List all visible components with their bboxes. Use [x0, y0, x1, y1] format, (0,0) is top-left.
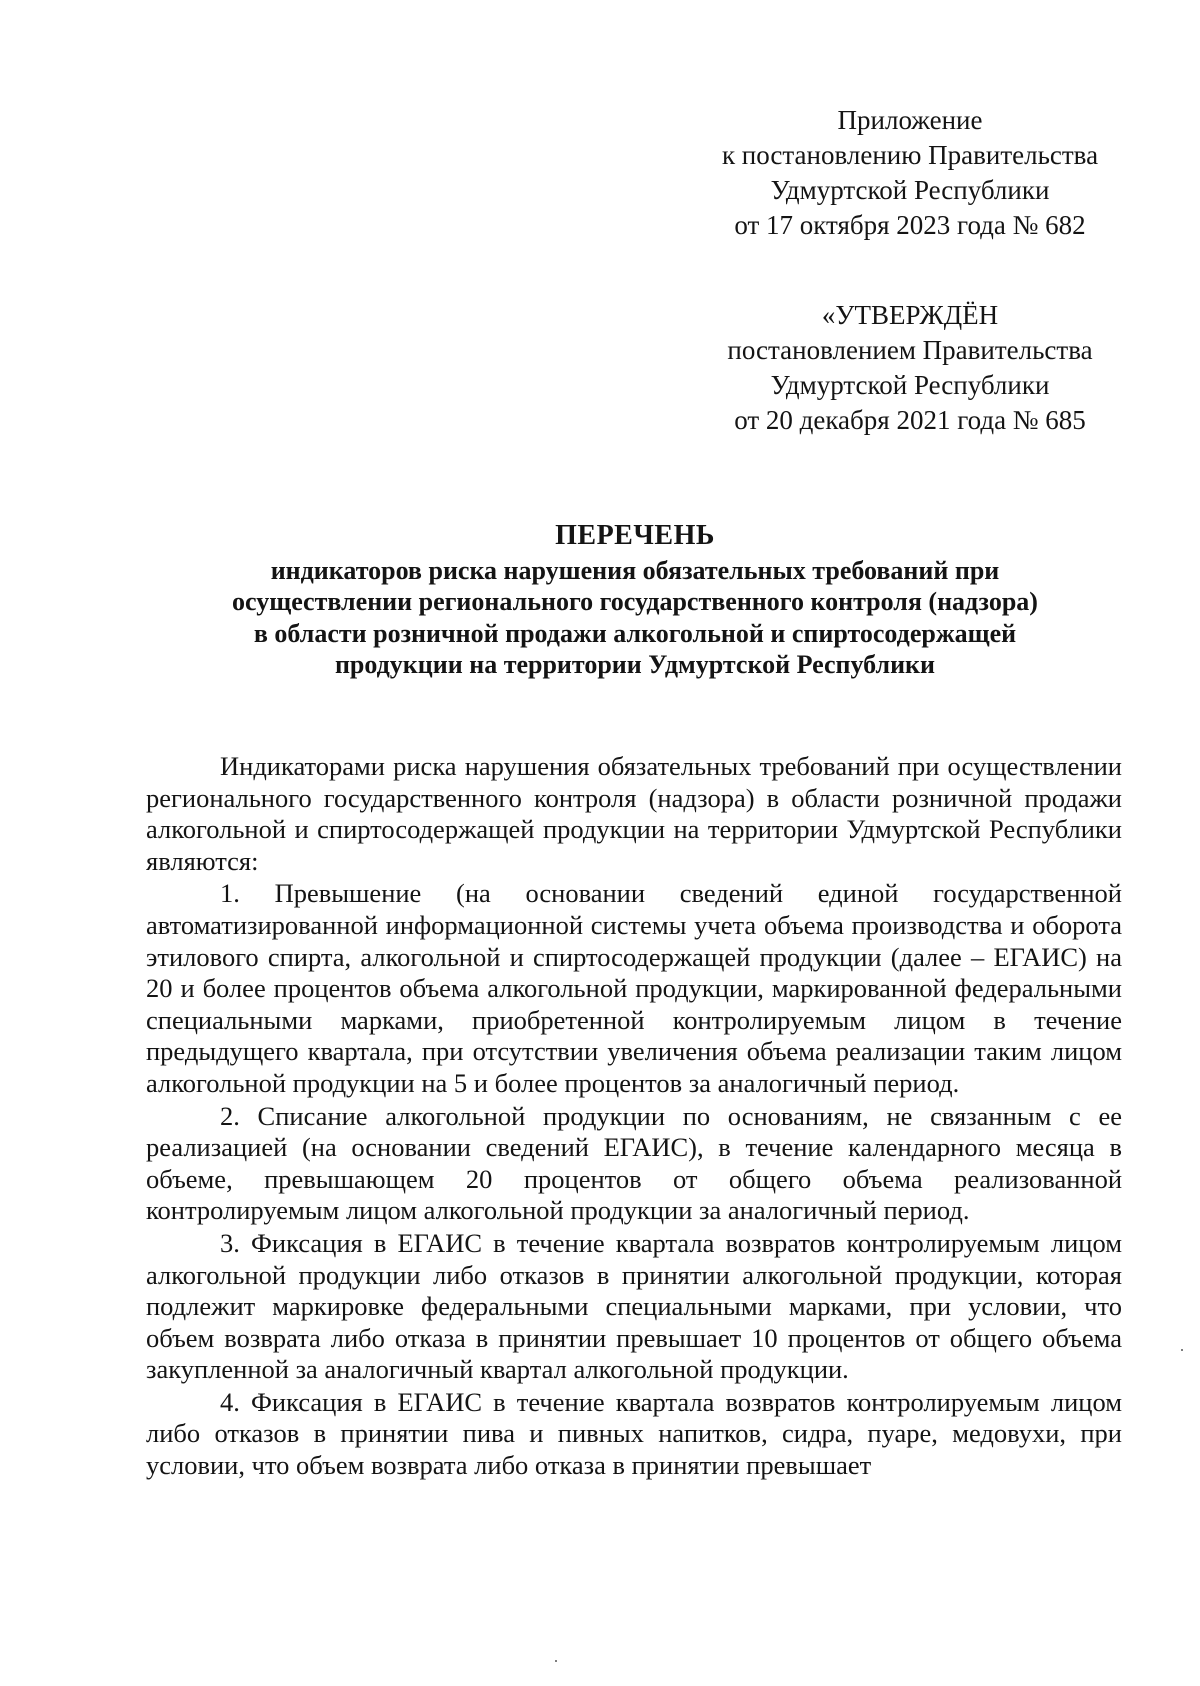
appendix-header: [700, 103, 1120, 243]
approval-line: «УТВЕРЖДЁН: [821, 300, 999, 330]
title-line: в области розничной продажи алкогольной и спиртосодержащей: [253, 618, 1017, 648]
appendix-line: от 17 октября 2023 года № 682: [734, 210, 1086, 240]
list-item: 4. Фиксация в ЕГАИС в течение квартала возвратов контролируемым лицом либо отказов в принятии пива и пивных напитков, сидра, пуаре, медовухи, при условии, что объем возврата либо отказа в принятии превышает: [146, 1386, 1122, 1481]
list-item: 3. Фиксация в ЕГАИС в течение квартала возвратов контролируемым лицом алкогольной продукции либо отказов в принятии алкогольной продукции, которая подлежит маркировке федеральными специальными марками, при условии, что объем возврата либо отказа в принятии превышает 10 процентов от общего объема закупленной за аналогичный квартал алкогольной продукции.: [146, 1227, 1122, 1385]
title-line: осуществлении регионального государственного контроля (надзора): [232, 587, 1038, 616]
list-item: 1. Превышение (на основании сведений единой государственной автоматизированной информационной системы учета объема производства и оборота этилового спирта, алкогольной и спиртосодержащей продукции (далее – ЕГАИС) на 20 и более процентов объема алкогольной продукции, маркированной федеральными специальными марками, приобретенной контролируемым лицом в течение предыдущего квартала, при отсутствии увеличения объема реализации таким лицом алкогольной продукции на 5 и более процентов за аналогичный период.: [146, 878, 1122, 1098]
approval-line: от 20 декабря 2021 года № 685: [734, 405, 1086, 435]
approval-stamp: [700, 298, 1120, 438]
title-line: продукции на территории Удмуртской Республики: [334, 650, 936, 679]
title-main: ПЕРЕЧЕНЬ: [555, 520, 715, 551]
appendix-line: Удмуртской Республики: [770, 175, 1050, 205]
appendix-line: к постановлению Правительства: [721, 140, 1099, 170]
title-line: индикаторов риска нарушения обязательных требований при: [270, 555, 1000, 585]
approval-line: Удмуртской Республики: [770, 370, 1050, 400]
scan-speck: [555, 1660, 557, 1662]
intro-paragraph: Индикаторами риска нарушения обязательных требований при осуществлении регионального государственного контроля (надзора) в области розничной продажи алкогольной и спиртосодержащей продукции на территории Удмуртской Республики являются:: [146, 751, 1122, 876]
appendix-line: Приложение: [837, 105, 983, 135]
approval-line: постановлением Правительства: [727, 335, 1093, 365]
list-item: 2. Списание алкогольной продукции по основаниям, не связанным с ее реализацией (на основании сведений ЕГАИС), в течение календарного месяца в объеме, превышающем 20 процентов от общего объема реализованной контролируемым лицом алкогольной продукции за аналогичный период.: [146, 1100, 1122, 1226]
document-title: [145, 520, 1125, 681]
document-body: [146, 751, 1122, 1482]
scan-speck: [1181, 1349, 1183, 1351]
